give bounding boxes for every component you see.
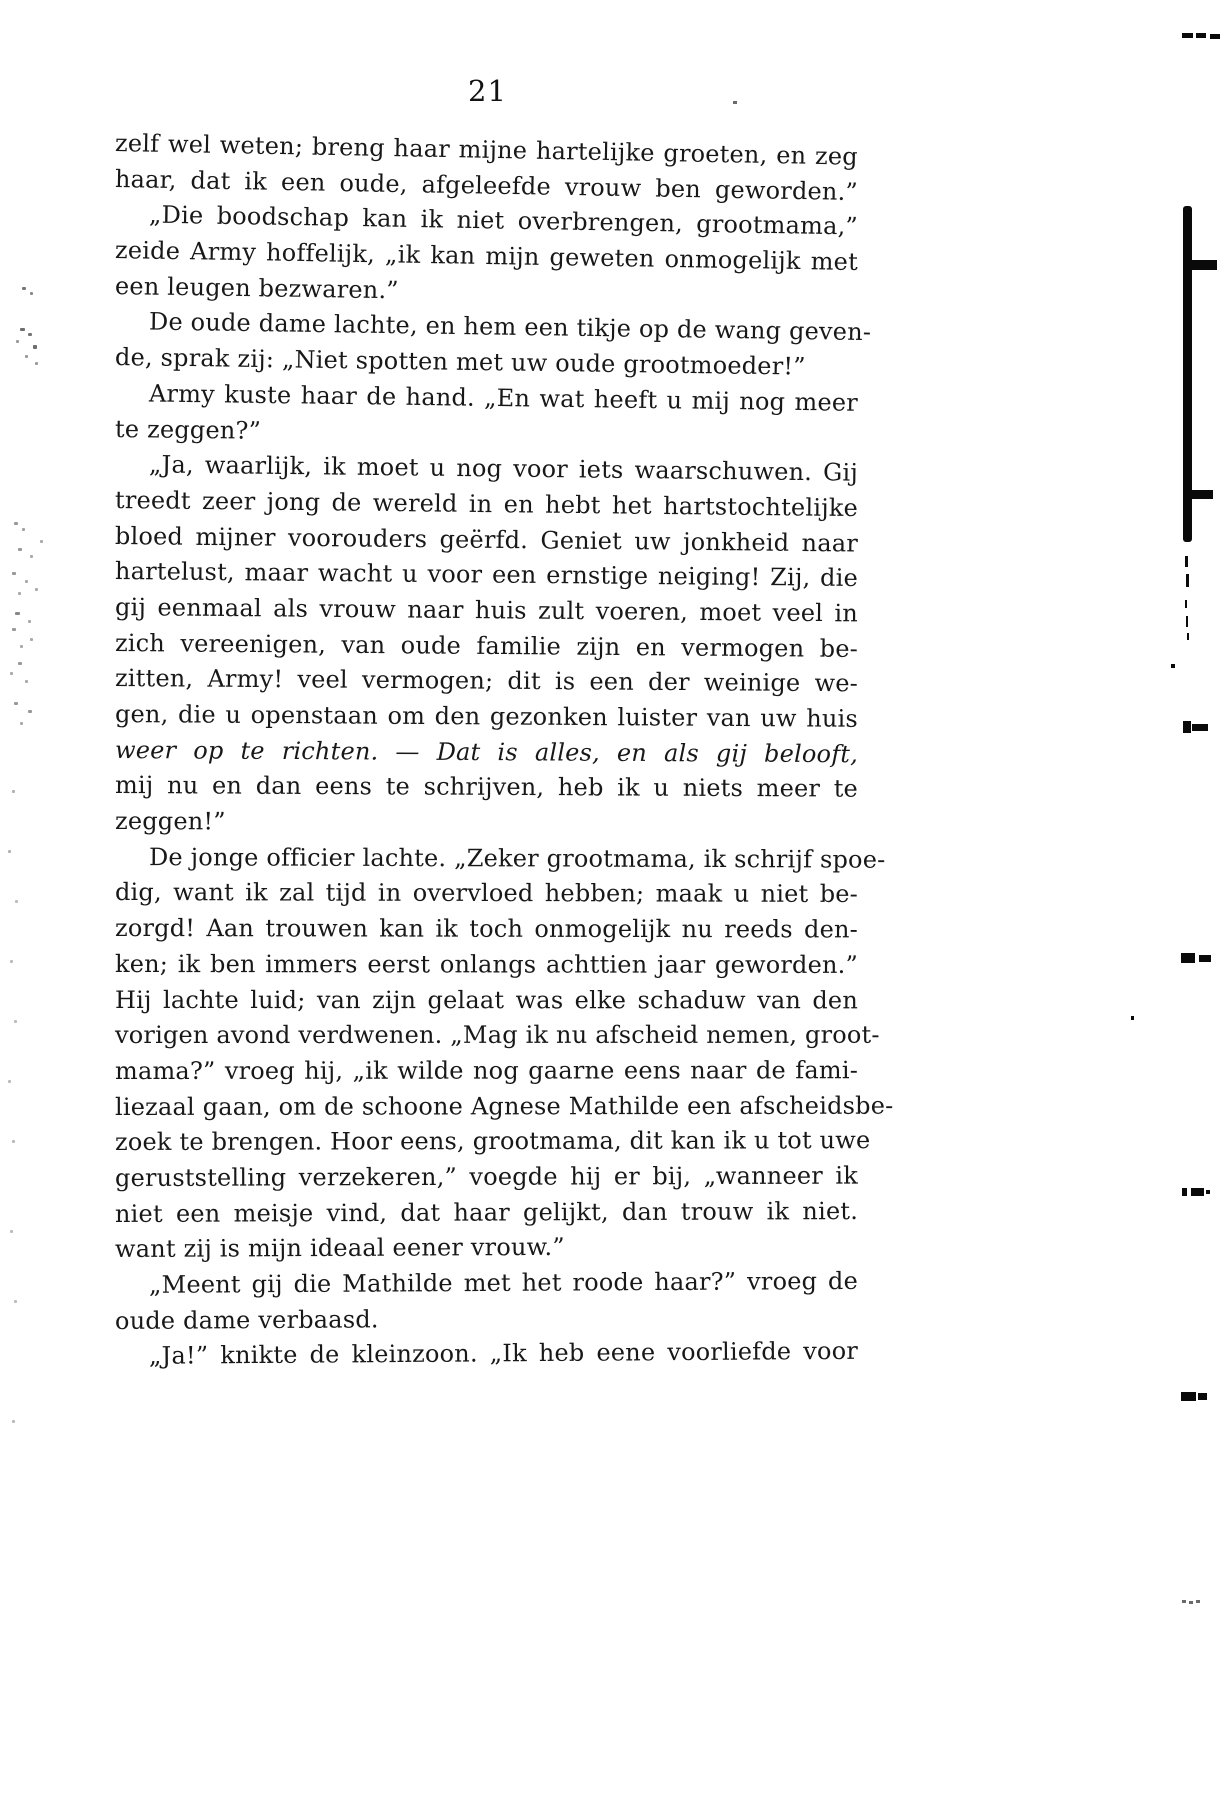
text-line: treedt zeer jong de wereld in en hebt het hartstochtelijke (114, 485, 859, 522)
scan-artifact-mark (1192, 724, 1208, 731)
noise-speck (18, 548, 22, 551)
noise-speck (10, 1230, 13, 1233)
scan-artifact-dot (1187, 633, 1189, 640)
text-line: De jonge officier lachte. „Zeker grootmama, ik schrijf spoe- (148, 842, 886, 874)
text-line: zitten, Army! veel vermogen; dit is een der weinige we- (114, 664, 859, 698)
text-line: zoek te brengen. Hoor eens, grootmama, dit kan ik u tot uwe (114, 1126, 871, 1157)
page-number: 21 (468, 74, 507, 108)
scan-artifact-mark (1191, 1188, 1204, 1196)
noise-speck (25, 580, 28, 583)
text-line: ken; ik ben immers eerst onlangs achttien jaar geworden.” (114, 949, 859, 979)
text-line: niet een meisje vind, dat haar gelijkt, dan trouw ik niet. (114, 1196, 859, 1228)
noise-speck (22, 287, 26, 290)
noise-speck (8, 1080, 11, 1083)
scan-artifact-dot (1206, 1190, 1210, 1194)
noise-speck (12, 572, 16, 575)
text-line: zelf wel weten; breng haar mijne hartelijke groeten, en zeg (114, 129, 859, 171)
noise-speck (35, 362, 38, 365)
noise-speck (18, 662, 22, 665)
noise-speck (12, 628, 16, 631)
text-line: geruststelling verzekeren,” voegde hij er bij, „wanneer ik (114, 1161, 859, 1192)
scan-artifact-dot (1196, 1600, 1200, 1603)
text-line: „Meent gij die Mathilde met het roode haar?” vroeg de (148, 1266, 859, 1299)
text-line: zich vereenigen, van oude familie zijn en vermogen be- (114, 628, 859, 663)
noise-speck (28, 710, 32, 713)
text-line: de, sprak zij: „Niet spotten met uw oude grootmoeder!” (114, 343, 806, 381)
text-line: oude dame verbaasd. (114, 1305, 379, 1335)
text-line: liezaal gaan, om de schoone Agnese Mathilde een afscheidsbe- (114, 1091, 894, 1121)
scan-artifact-binding-tab (1192, 260, 1217, 270)
text-line: De oude dame lachte, en hem een tikje op de wang geven- (148, 307, 872, 347)
scan-artifact-top-dash (1196, 33, 1206, 38)
noise-speck (25, 680, 28, 683)
scan-artifact-dot (733, 101, 737, 104)
noise-speck (20, 722, 23, 725)
noise-speck (15, 612, 20, 615)
scan-artifact-dot (1186, 616, 1188, 627)
noise-speck (30, 638, 33, 641)
body-text (114, 126, 894, 1375)
text-line: vorigen avond verdwenen. „Mag ik nu afscheid nemen, groot- (114, 1020, 880, 1050)
text-line: „Die boodschap kan ik niet overbrengen, grootmama,” (148, 200, 859, 241)
noise-speck (10, 672, 13, 675)
scan-artifact-dot (1131, 1016, 1134, 1020)
noise-speck (12, 790, 15, 793)
scan-artifact-top-dash (1182, 33, 1193, 38)
scan-artifact-dot (1185, 600, 1187, 608)
text-line: want zij is mijn ideaal eener vrouw.” (114, 1233, 565, 1264)
scan-artifact-mark (1181, 1392, 1196, 1401)
text-line: hartelust, maar wacht u voor een ernstige neiging! Zij, die (114, 557, 859, 593)
noise-speck (12, 1420, 15, 1423)
noise-speck (10, 960, 13, 963)
noise-speck (35, 588, 38, 591)
noise-speck (15, 900, 18, 903)
scan-artifact-mark (1199, 955, 1211, 962)
noise-speck (20, 645, 23, 648)
noise-speck (28, 620, 31, 623)
scan-artifact-dot (1182, 1600, 1186, 1603)
scan-artifact-top-dash (1210, 34, 1220, 39)
text-line: haar, dat ik een oude, afgeleefde vrouw ben geworden.” (114, 164, 859, 206)
scan-artifact-dot (1171, 664, 1175, 668)
scan-artifact-mark (1182, 1188, 1187, 1196)
text-line: zeggen!” (114, 807, 226, 836)
text-line: mama?” vroeg hij, „ik wilde nog gaarne eens naar de fami- (114, 1056, 859, 1085)
scan-artifact-dot (1185, 556, 1188, 567)
scan-artifact-dot (1189, 1601, 1193, 1604)
scan-artifact-binding-tab (1192, 490, 1213, 499)
noise-speck (14, 1020, 17, 1023)
noise-speck (40, 540, 43, 543)
text-line: een leugen bezwaren.” (114, 271, 399, 305)
noise-speck (28, 333, 32, 336)
noise-speck (14, 522, 18, 525)
text-line: „Ja!” knikte de kleinzoon. „Ik heb eene voorliefde voor (148, 1337, 859, 1371)
noise-speck (12, 1140, 15, 1143)
text-line: weer op te richten. — Dat is alles, en als gij belooft, (114, 735, 859, 768)
noise-speck (8, 850, 11, 853)
noise-speck (22, 528, 25, 531)
text-line: Army kuste haar de hand. „En wat heeft u mij nog meer (148, 379, 859, 417)
noise-speck (25, 355, 28, 358)
scan-artifact-mark (1181, 953, 1195, 963)
noise-speck (30, 555, 33, 558)
text-line: bloed mijner voorouders geërfd. Geniet uw jonkheid naar (114, 521, 859, 558)
noise-speck (18, 592, 21, 595)
text-line: gij eenmaal als vrouw naar huis zult voeren, moet veel in (114, 592, 859, 628)
text-line: mij nu en dan eens te schrijven, heb ik u niets meer te (114, 771, 859, 804)
text-line: dig, want ik zal tijd in overvloed hebben; maak u niet be- (114, 878, 859, 909)
noise-speck (14, 702, 18, 705)
text-line: te zeggen?” (114, 414, 262, 445)
noise-speck (14, 1300, 17, 1303)
scan-artifact-mark (1183, 721, 1191, 733)
scan-artifact-binding-bar (1183, 206, 1192, 542)
text-line: zorgd! Aan trouwen kan ik toch onmogelijk nu reeds den- (114, 914, 859, 944)
text-line: „Ja, waarlijk, ik moet u nog voor iets waarschuwen. Gij (148, 450, 859, 487)
text-line: zeide Army hoffelijk, „ik kan mijn geweten onmogelijk met (114, 236, 859, 277)
text-line: gen, die u openstaan om den gezonken luister van uw huis (114, 700, 859, 733)
text-line: Hij lachte luid; van zijn gelaat was elke schaduw van den (114, 985, 859, 1014)
noise-speck (16, 340, 19, 343)
noise-speck (30, 292, 33, 295)
noise-speck (20, 328, 25, 331)
scan-artifact-mark (1198, 1393, 1207, 1400)
scan-artifact-dot (1186, 574, 1189, 587)
noise-speck (33, 345, 37, 349)
